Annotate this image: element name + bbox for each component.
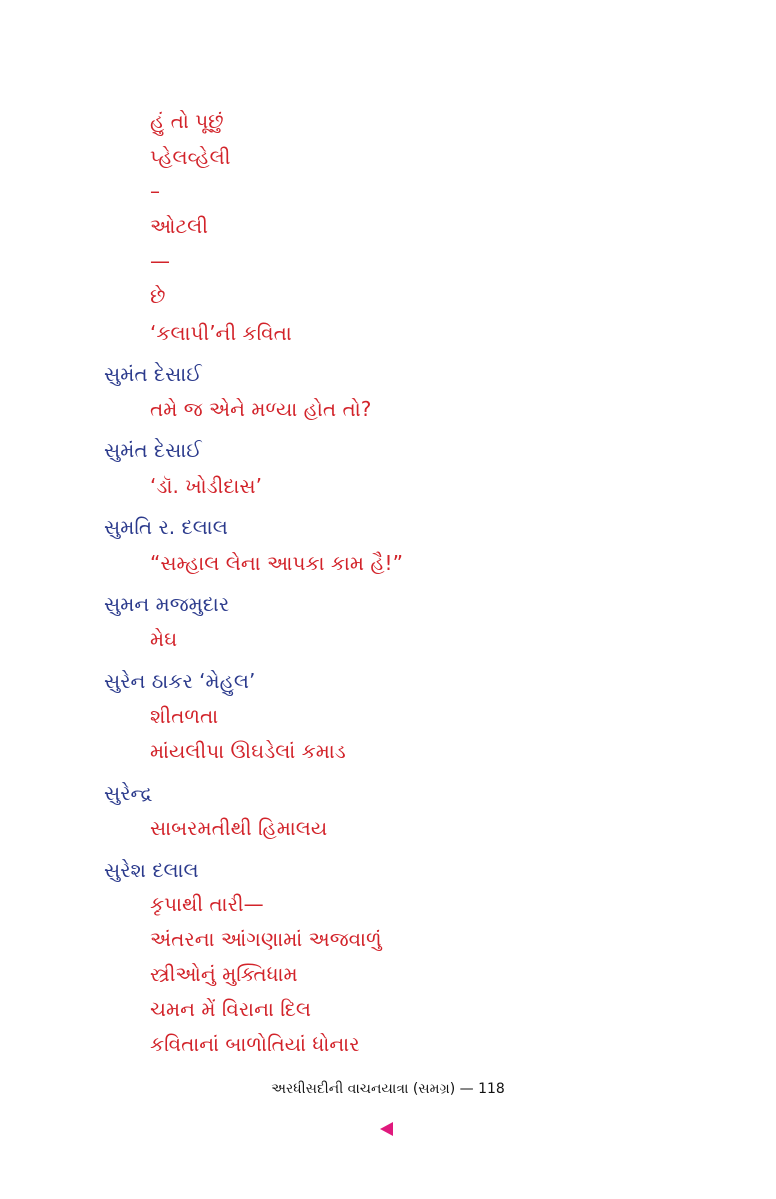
page-footer: અરધીસદીની વાચનયાત્રા (સમગ્ર) — 118 bbox=[271, 1081, 505, 1097]
title-entry: ઓટલી bbox=[150, 214, 208, 238]
author-name: સુમંત દેસાઈ bbox=[104, 362, 202, 386]
title-entry: મેઘ bbox=[150, 627, 178, 651]
title-entry: તમે જ એને મળ્યા હોત તો? bbox=[150, 397, 372, 421]
author-name: સુમંત દેસાઈ bbox=[104, 438, 202, 462]
title-entry: પ્હેલવ્હેલી bbox=[150, 145, 231, 169]
previous-page-arrow-icon[interactable] bbox=[380, 1122, 393, 1136]
title-entry: સાબરમતીથી હિમાલય bbox=[150, 816, 328, 840]
title-entry: ‘ડૉ. ખોડીદાસ’ bbox=[150, 474, 262, 498]
author-name: સુરેન ઠાકર ‘મેહુલ’ bbox=[104, 669, 256, 693]
author-name: સુરેન્દ્ર bbox=[104, 781, 153, 805]
title-entry: ‘કલાપી’ની કવિતા bbox=[150, 321, 292, 345]
title-entry: સ્ત્રીઓનું મુક્તિધામ bbox=[150, 962, 298, 986]
title-entry: માંયલીપા ઊઘડેલાં કમાડ bbox=[150, 739, 346, 763]
title-entry: ચમન મેં વિરાના દિલ bbox=[150, 997, 312, 1021]
title-entry: કૃપાથી તારી— bbox=[150, 892, 264, 916]
title-entry: અંતરના આંગણામાં અજવાળું bbox=[150, 927, 382, 951]
title-entry: “સમ્હાલ લેના આપકા કામ હૈ!” bbox=[150, 551, 403, 575]
title-entry: કવિતાનાં બાળોતિયાં ધોનાર bbox=[150, 1032, 360, 1056]
author-name: સુમતિ ર. દલાલ bbox=[104, 515, 228, 539]
title-entry: હું તો પૂછું bbox=[150, 109, 224, 133]
author-name: સુમન મજમુદાર bbox=[104, 592, 230, 616]
title-entry: – bbox=[150, 179, 160, 203]
author-name: સુરેશ દલાલ bbox=[104, 858, 199, 882]
title-entry: શીતળતા bbox=[150, 704, 219, 728]
title-entry: — bbox=[150, 249, 170, 273]
title-entry: છે bbox=[150, 284, 166, 308]
